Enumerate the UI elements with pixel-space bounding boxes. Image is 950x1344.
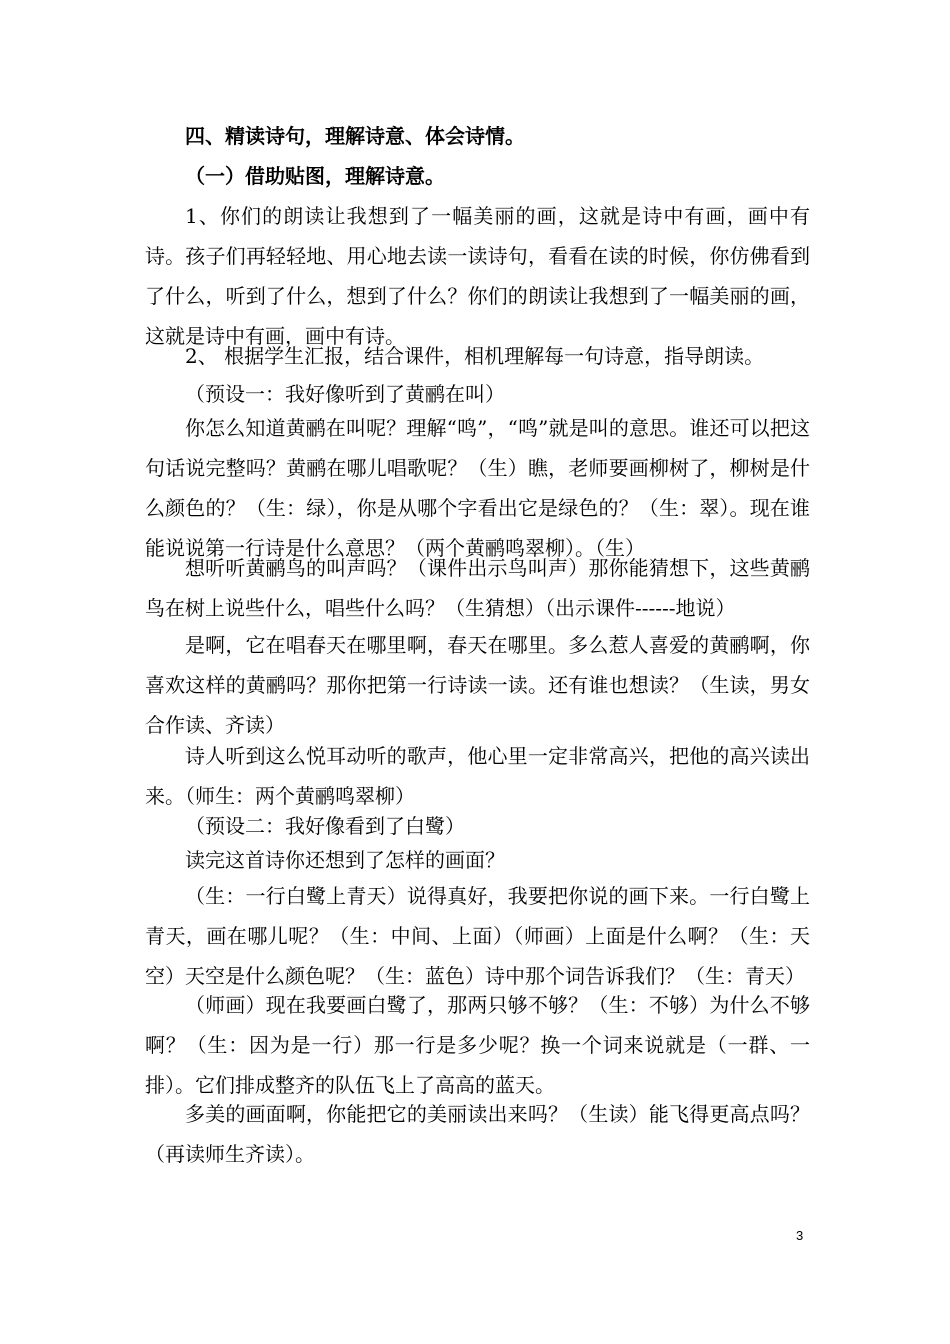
paragraph-10: （生：一行白鹭上青天）说得真好，我要把你说的画下来。一行白鹭上青天，画在哪儿呢？（生：中间、上面）（师画）上面是什么啊？（生：天空）天空是什么颜色呢？（生：蓝色）诗中那个词告诉我们？（生：青天） bbox=[145, 884, 810, 988]
paragraph-6: 是啊，它在唱春天在哪里啊，春天在哪里。多么惹人喜爱的黄鹂啊，你喜欢这样的黄鹂吗？那你把第一行诗读一读。还有谁也想读？（生读，男女合作读、齐读） bbox=[145, 633, 810, 737]
paragraph-7: 诗人听到这么悦耳动听的歌声，他心里一定非常高兴，把他的高兴读出来。（师生：两个黄鹂鸣翠柳） bbox=[145, 744, 810, 808]
paragraph-2: 2、 根据学生汇报，结合课件，相机理解每一句诗意，指导朗读。 bbox=[185, 344, 765, 368]
paragraph-3: （预设一：我好像听到了黄鹂在叫） bbox=[185, 382, 505, 406]
paragraph-4: 你怎么知道黄鹂在叫呢？理解“鸣”，“鸣”就是叫的意思。谁还可以把这句话说完整吗？黄鹂在哪儿唱歌呢？（生）瞧，老师要画柳树了，柳树是什么颜色的？（生：绿），你是从哪个字看出它是绿色的？（生：翠）。现在谁能说说第一行诗是什么意思？（两个黄鹂鸣翠柳）。（生） bbox=[145, 416, 810, 560]
subsection-heading: （一）借助贴图，理解诗意。 bbox=[185, 164, 445, 188]
paragraph-1: 1、你们的朗读让我想到了一幅美丽的画，这就是诗中有画，画中有诗。孩子们再轻轻地、用心地去读一读诗句，看看在读的时候，你仿佛看到了什么，听到了什么，想到了什么？你们的朗读让我想到了一幅美丽的画，这就是诗中有画，画中有诗。 bbox=[145, 204, 810, 348]
paragraph-11: （师画）现在我要画白鹭了，那两只够不够？（生：不够）为什么不够啊？（生：因为是一行）那一行是多少呢？换一个词来说就是（一群、一排）。它们排成整齐的队伍飞上了高高的蓝天。 bbox=[145, 993, 810, 1097]
paragraph-5: 想听听黄鹂鸟的叫声吗？（课件出示鸟叫声）那你能猜想下，这些黄鹂鸟在树上说些什么，唱些什么吗？（生猜想）（出示课件------地说） bbox=[145, 556, 810, 620]
page-number: 3 bbox=[796, 1228, 804, 1243]
paragraph-8: （预设二：我好像看到了白鹭） bbox=[185, 814, 465, 838]
section-heading: 四、精读诗句，理解诗意、体会诗情。 bbox=[185, 124, 525, 148]
paragraph-12: 多美的画面啊，你能把它的美丽读出来吗？（生读）能飞得更高点吗？（再读师生齐读）。 bbox=[145, 1102, 810, 1166]
paragraph-9: 读完这首诗你还想到了怎样的画面？ bbox=[185, 848, 505, 872]
